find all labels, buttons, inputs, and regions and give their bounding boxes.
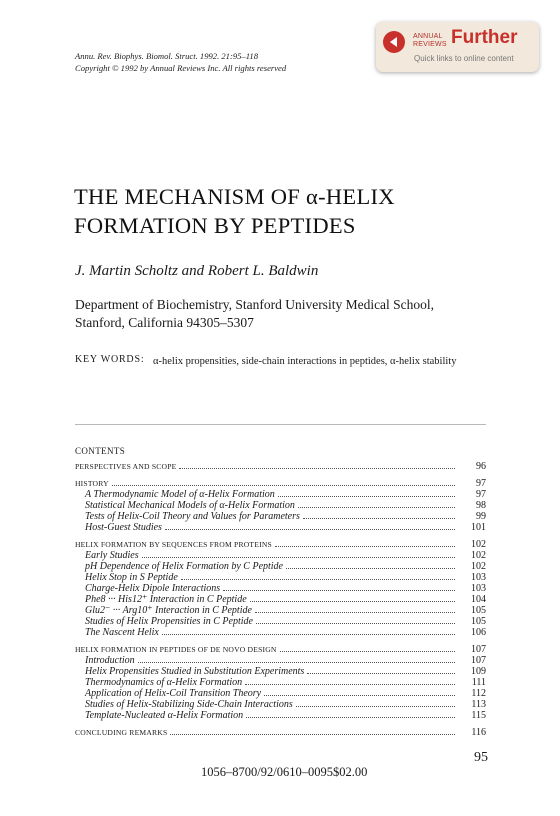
toc-entry-label: Phe8 ··· His12⁺ Interaction in C Peptide bbox=[85, 594, 247, 605]
toc-entry-label: Application of Helix-Coil Transition Theory bbox=[85, 688, 262, 699]
toc-subsection-row bbox=[75, 550, 486, 561]
toc-subsection-row bbox=[75, 677, 486, 688]
toc-entry-label: HISTORY bbox=[75, 479, 109, 488]
copyright-line: Copyright © 1992 by Annual Reviews Inc. All rights reserved bbox=[75, 63, 287, 73]
badge-tagline: Quick links to online content bbox=[414, 54, 514, 63]
toc-section-row bbox=[75, 478, 486, 489]
toc-entry-page: 98 bbox=[476, 500, 486, 511]
toc-leader-dots bbox=[255, 605, 455, 613]
toc-subsection-row bbox=[75, 710, 486, 721]
toc-leader-dots bbox=[264, 688, 455, 696]
toc-entry-label: HELIX FORMATION BY SEQUENCES FROM PROTEINS bbox=[75, 540, 272, 549]
toc-subsection-row bbox=[75, 561, 486, 572]
toc-section-row bbox=[75, 727, 486, 738]
affiliation bbox=[75, 296, 434, 332]
keywords-label: KEY WORDS: bbox=[75, 354, 145, 365]
toc-leader-dots bbox=[275, 539, 455, 547]
toc-entry-label: Thermodynamics of α-Helix Formation bbox=[85, 677, 243, 688]
toc-section-row bbox=[75, 461, 486, 472]
toc-entry-page: 97 bbox=[476, 489, 486, 500]
toc-entry-page: 116 bbox=[471, 727, 486, 738]
toc-entry-label: Helix Stop in S Peptide bbox=[85, 572, 178, 583]
toc-entry-page: 103 bbox=[471, 572, 486, 583]
toc-section-row bbox=[75, 539, 486, 550]
toc-subsection-row bbox=[75, 666, 486, 677]
toc-leader-dots bbox=[246, 710, 455, 718]
affiliation-line-1: Department of Biochemistry, Stanford University Medical School, bbox=[75, 297, 435, 312]
toc-entry-page: 105 bbox=[471, 616, 486, 627]
badge-further: Further bbox=[451, 27, 518, 48]
toc-leader-dots bbox=[170, 727, 455, 735]
title-line-2: FORMATION BY PEPTIDES bbox=[74, 213, 356, 238]
toc-subsection-row bbox=[75, 605, 486, 616]
toc-entry-page: 101 bbox=[471, 522, 486, 533]
toc-entry-label: Charge-Helix Dipole Interactions bbox=[85, 583, 221, 594]
toc-leader-dots bbox=[181, 572, 455, 580]
toc-subsection-row bbox=[75, 500, 486, 511]
contents-heading: CONTENTS bbox=[75, 446, 126, 456]
toc-subsection-row bbox=[75, 522, 486, 533]
toc-entry-page: 102 bbox=[471, 539, 486, 550]
toc-entry-page: 112 bbox=[471, 688, 486, 699]
toc-leader-dots bbox=[280, 644, 455, 652]
toc-entry-page: 97 bbox=[476, 478, 486, 489]
toc-entry-label: Studies of Helix-Stabilizing Side-Chain Interactions bbox=[85, 699, 293, 710]
toc-leader-dots bbox=[165, 522, 455, 530]
toc-entry-page: 102 bbox=[471, 561, 486, 572]
article-title bbox=[74, 182, 395, 240]
toc-section-row bbox=[75, 644, 486, 655]
toc-leader-dots bbox=[286, 561, 455, 569]
divider bbox=[75, 424, 486, 425]
toc-subsection-row bbox=[75, 583, 486, 594]
toc-entry-page: 103 bbox=[471, 583, 486, 594]
toc-entry-page: 107 bbox=[471, 655, 486, 666]
toc-entry-label: A Thermodynamic Model of α-Helix Formation bbox=[85, 489, 275, 500]
toc-leader-dots bbox=[256, 616, 455, 624]
toc-entry-label: PERSPECTIVES AND SCOPE bbox=[75, 462, 177, 471]
authors: J. Martin Scholtz and Robert L. Baldwin bbox=[75, 263, 319, 279]
toc-subsection-row bbox=[75, 489, 486, 500]
toc-entry-label: CONCLUDING REMARKS bbox=[75, 728, 168, 737]
toc-entry-label: Early Studies bbox=[85, 550, 139, 561]
citation-line: Annu. Rev. Biophys. Biomol. Struct. 1992. 21:95–118 bbox=[75, 51, 258, 61]
toc-subsection-row bbox=[75, 616, 486, 627]
article-code: 1056–8700/92/0610–0095$02.00 bbox=[201, 765, 368, 779]
toc-entry-label: Tests of Helix-Coil Theory and Values for Parameters bbox=[85, 511, 300, 522]
toc-subsection-row bbox=[75, 655, 486, 666]
toc-entry-label: Host-Guest Studies bbox=[85, 522, 162, 533]
keywords-text: α-helix propensities, side-chain interactions in peptides, α-helix stability bbox=[153, 356, 457, 367]
toc-entry-page: 102 bbox=[471, 550, 486, 561]
further-badge[interactable] bbox=[376, 22, 539, 72]
toc-entry-page: 113 bbox=[471, 699, 486, 710]
toc-entry-label: Statistical Mechanical Models of α-Helix Formation bbox=[85, 500, 295, 511]
toc-subsection-row bbox=[75, 627, 486, 638]
toc-leader-dots bbox=[298, 500, 455, 508]
toc-leader-dots bbox=[142, 550, 455, 558]
toc-leader-dots bbox=[303, 511, 455, 519]
toc-entry-label: The Nascent Helix bbox=[85, 627, 159, 638]
back-arrow-icon bbox=[383, 31, 405, 53]
toc-leader-dots bbox=[223, 583, 455, 591]
title-line-1: THE MECHANISM OF α-HELIX bbox=[74, 184, 395, 209]
toc-entry-label: Glu2⁻ ··· Arg10⁺ Interaction in C Peptide bbox=[85, 605, 252, 616]
toc-entry-page: 105 bbox=[471, 605, 486, 616]
toc-entry-page: 107 bbox=[471, 644, 486, 655]
toc-entry-page: 111 bbox=[471, 677, 486, 688]
affiliation-line-2: Stanford, California 94305–5307 bbox=[75, 315, 254, 330]
toc-subsection-row bbox=[75, 594, 486, 605]
toc-entry-page: 99 bbox=[476, 511, 486, 522]
toc-subsection-row bbox=[75, 572, 486, 583]
toc-entry-label: HELIX FORMATION IN PEPTIDES OF DE NOVO DESIGN bbox=[75, 645, 277, 654]
toc-entry-page: 104 bbox=[471, 594, 486, 605]
badge-reviews: REVIEWS bbox=[413, 41, 447, 48]
toc-subsection-row bbox=[75, 511, 486, 522]
toc-leader-dots bbox=[307, 666, 455, 674]
toc-entry-page: 96 bbox=[476, 461, 486, 472]
toc-leader-dots bbox=[245, 677, 455, 685]
toc-leader-dots bbox=[162, 627, 455, 635]
badge-annual: ANNUAL bbox=[413, 33, 443, 40]
toc-leader-dots bbox=[112, 478, 455, 486]
toc-leader-dots bbox=[296, 699, 455, 707]
toc-entry-page: 109 bbox=[471, 666, 486, 677]
journal-citation bbox=[75, 50, 286, 74]
toc-entry-label: Helix Propensities Studied in Substitution Experiments bbox=[85, 666, 305, 677]
toc-entry-label: pH Dependence of Helix Formation by C Peptide bbox=[85, 561, 283, 572]
page-number: 95 bbox=[474, 750, 488, 765]
toc-entry-page: 106 bbox=[471, 627, 486, 638]
toc-entry-label: Introduction bbox=[85, 655, 135, 666]
toc-leader-dots bbox=[278, 489, 455, 497]
toc-subsection-row bbox=[75, 699, 486, 710]
toc-subsection-row bbox=[75, 688, 486, 699]
toc-leader-dots bbox=[250, 594, 455, 602]
toc-entry-label: Template-Nucleated α-Helix Formation bbox=[85, 710, 244, 721]
toc-entry-page: 115 bbox=[471, 710, 486, 721]
toc-leader-dots bbox=[179, 461, 455, 469]
toc-leader-dots bbox=[138, 655, 455, 663]
toc-entry-label: Studies of Helix Propensities in C Peptide bbox=[85, 616, 253, 627]
